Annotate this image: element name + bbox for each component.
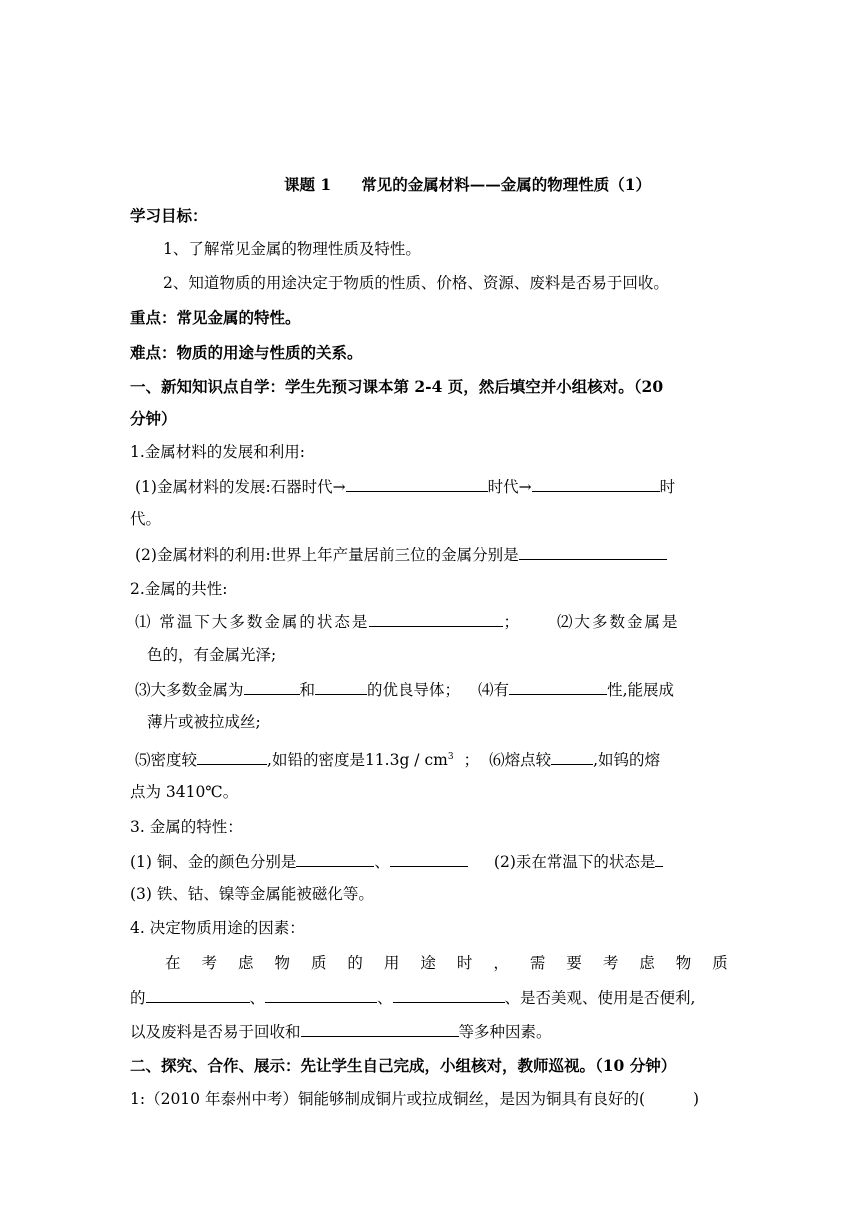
blank-era-2[interactable] xyxy=(532,475,660,492)
q3-heading: 3. 金属的特性： xyxy=(130,818,243,836)
q4-char: 时 xyxy=(456,954,473,972)
q3-part3: (3) 铁、钴、镍等金属能被磁化等。 xyxy=(130,885,374,903)
q4-line2-a: 的 xyxy=(130,989,146,1007)
objective-item-1: 1、了解常见金属的物理性质及特性。 xyxy=(163,240,421,258)
q4-char: 的 xyxy=(347,954,363,972)
q2-part4-cont: 薄片或被拉成丝; xyxy=(147,713,261,731)
q2-part6-cont: 点为 3410℃。 xyxy=(130,783,239,801)
q3-part1-a: (1) 铜、金的颜色分别是 xyxy=(130,853,297,871)
q1-part1-c: 时 xyxy=(659,478,676,496)
lesson-topic: 常见的金属材料——金属的物理性质（1） xyxy=(361,175,651,194)
q4-char: 考 xyxy=(201,954,217,972)
lesson-number: 课题 1 xyxy=(284,175,332,194)
q4-char: 虑 xyxy=(639,954,655,972)
q2-part2: ⑵大多数金属是 xyxy=(556,613,680,631)
blank-ductility[interactable] xyxy=(509,678,607,695)
q4-char: 用 xyxy=(383,954,400,972)
blank-state[interactable] xyxy=(369,610,503,627)
q4-char: 虑 xyxy=(237,954,254,972)
q2-part5-sup: 3 xyxy=(447,752,454,762)
q2-part5-a: ⑸密度较 xyxy=(135,751,198,770)
blank-conductor-1[interactable] xyxy=(244,678,300,695)
section2-heading: 二、探究、合作、展示：先让学生自己完成，小组核对，教师巡视。（10 分钟） xyxy=(130,1056,677,1075)
q4-line2 xyxy=(130,986,730,1009)
q3-part1-b: 、 xyxy=(374,853,390,871)
q4-char: ， xyxy=(493,954,509,972)
blank-copper-color[interactable] xyxy=(296,850,374,867)
q1-part2 xyxy=(135,543,735,566)
q2-part5 xyxy=(135,746,735,771)
q2-part3 xyxy=(135,678,735,701)
q3-part2: (2)汞在常温下的状态是 xyxy=(493,853,656,871)
key-point: 重点：常见金属的特性。 xyxy=(130,308,301,327)
q4-line1 xyxy=(165,952,728,974)
objective-item-2: 2、知道物质的用途决定于物质的性质、价格、资源、废料是否易于回收。 xyxy=(163,274,669,292)
blank-top-metals[interactable] xyxy=(519,543,667,560)
q1-heading: 1.金属材料的发展和利用: xyxy=(130,443,306,461)
q4-char: 考 xyxy=(602,954,619,972)
objectives-heading: 学习目标： xyxy=(130,206,208,225)
q4-line3 xyxy=(130,1020,730,1043)
q2-part3-a: ⑶大多数金属为 xyxy=(135,681,244,699)
q1-part2-text: (2)金属材料的利用:世界上年产量居前三位的金属分别是 xyxy=(135,546,519,564)
section2-q1-close: ) xyxy=(693,1090,700,1108)
q2-part5-b: ,如铅的密度是11.3g / cm xyxy=(267,751,448,770)
q4-heading: 4. 决定物质用途的因素： xyxy=(130,919,305,937)
blank-gold-color[interactable] xyxy=(390,850,468,867)
section2-q1 xyxy=(130,1088,730,1110)
page-title xyxy=(284,173,651,195)
q4-char: 质 xyxy=(310,954,327,972)
q4-char: 在 xyxy=(165,954,181,972)
blank-factor-3[interactable] xyxy=(393,986,505,1003)
section1-heading-line2: 分钟） xyxy=(130,409,177,428)
q4-sep-1: 、 xyxy=(249,989,266,1007)
q2-part1 xyxy=(135,610,730,633)
q2-part6-a: ⑹熔点较 xyxy=(489,751,552,770)
q4-char: 物 xyxy=(675,954,692,972)
q2-part3-b: 和 xyxy=(299,681,316,699)
q1-part1-b: 时代→ xyxy=(487,478,532,496)
blank-factor-1[interactable] xyxy=(146,986,250,1003)
q2-part2-cont: 色的，有金属光泽; xyxy=(147,646,277,664)
blank-conductor-2[interactable] xyxy=(315,678,367,695)
section1-heading-line1: 一、新知知识点自学：学生先预习课本第 2-4 页，然后填空并小组核对。（20 xyxy=(130,377,664,396)
q4-char: 要 xyxy=(566,954,582,972)
blank-melting-point[interactable] xyxy=(551,748,593,765)
q4-char: 需 xyxy=(529,954,546,972)
q1-part1-a: (1)金属材料的发展:石器时代→ xyxy=(135,478,346,496)
q2-part1-a: ⑴ 常温下大多数金属的状态是 xyxy=(135,613,370,631)
blank-factor-4[interactable] xyxy=(301,1020,459,1037)
q2-heading: 2.金属的共性: xyxy=(130,580,228,598)
q2-part6-b: ,如钨的熔 xyxy=(593,751,661,770)
q2-part1-b: ； xyxy=(503,613,519,631)
q2-part4-a: ⑷有 xyxy=(478,681,510,699)
q2-part3-c: 的优良导体； xyxy=(367,681,461,699)
q4-char: 质 xyxy=(712,954,728,972)
q4-char: 途 xyxy=(420,954,436,972)
difficult-point: 难点：物质的用途与性质的关系。 xyxy=(130,343,363,362)
q2-part5-c: ； xyxy=(463,751,480,770)
q4-line2-b: 、是否美观、使用是否便利, xyxy=(504,989,696,1007)
q4-line3-a: 以及废料是否易于回收和 xyxy=(130,1023,301,1041)
blank-factor-2[interactable] xyxy=(265,986,377,1003)
blank-density[interactable] xyxy=(197,748,267,765)
q1-part1 xyxy=(135,475,735,498)
q4-sep-2: 、 xyxy=(377,989,393,1007)
q2-part4-b: 性,能展成 xyxy=(607,681,674,699)
q4-char: 物 xyxy=(274,954,290,972)
section2-q1-text: 1:（2010 年泰州中考）铜能够制成铜片或拉成铜丝，是因为铜具有良好的( xyxy=(130,1090,646,1108)
blank-mercury-state[interactable] xyxy=(655,850,663,867)
q1-part1-cont: 代。 xyxy=(130,510,162,528)
q4-line3-b: 等多种因素。 xyxy=(458,1023,552,1041)
blank-era-1[interactable] xyxy=(346,475,488,492)
q3-part1 xyxy=(130,850,730,873)
